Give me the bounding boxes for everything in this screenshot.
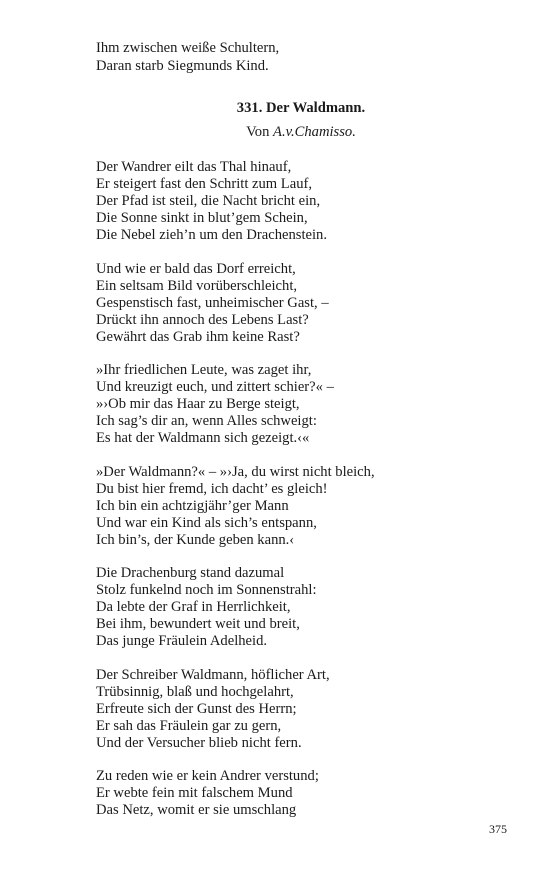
verse-line: Er webte fein mit falschem Mund bbox=[96, 785, 293, 801]
byline-prefix: Von bbox=[246, 124, 270, 140]
verse-line: Die Drachenburg stand dazumal bbox=[96, 565, 285, 581]
verse-line: Der Pfad ist steil, die Nacht bricht ein, bbox=[96, 193, 321, 209]
verse-line: »›Ob mir das Haar zu Berge steigt, bbox=[96, 396, 300, 412]
verse-line: Und war ein Kind als sich’s entspann, bbox=[96, 515, 317, 531]
verse-line: Drückt ihn annoch des Lebens Last? bbox=[96, 312, 309, 328]
verse-line: Der Wandrer eilt das Thal hinauf, bbox=[96, 159, 292, 175]
verse-line: Stolz funkelnd noch im Sonnenstrahl: bbox=[96, 582, 317, 598]
poem-author: A.v.Chamisso. bbox=[273, 124, 356, 140]
verse-line: Erfreute sich der Gunst des Herrn; bbox=[96, 701, 297, 717]
verse-line: Er sah das Fräulein gar zu gern, bbox=[96, 718, 282, 734]
poem-title: 331. Der Waldmann. bbox=[236, 100, 366, 116]
verse-line: Zu reden wie er kein Andrer verstund; bbox=[96, 768, 319, 784]
verse-line: Ich bin ein achtzigjähr’ger Mann bbox=[96, 498, 289, 514]
verse-line: Trübsinnig, blaß und hochgelahrt, bbox=[96, 684, 294, 700]
page-number: 375 bbox=[489, 822, 507, 836]
verse-line: Gespenstisch fast, unheimischer Gast, – bbox=[96, 295, 329, 311]
verse-line: Der Schreiber Waldmann, höflicher Art, bbox=[96, 667, 330, 683]
verse-line: Das Netz, womit er sie umschlang bbox=[96, 802, 297, 818]
verse-line: Da lebte der Graf in Herrlichkeit, bbox=[96, 599, 291, 615]
verse-line: Die Nebel zieh’n um den Drachenstein. bbox=[96, 227, 327, 243]
poem-byline bbox=[26, 124, 550, 141]
verse-line: Und der Versucher blieb nicht fern. bbox=[96, 735, 302, 751]
verse-line: »Ihr friedlichen Leute, was zaget ihr, bbox=[96, 362, 312, 378]
verse-line: Die Sonne sinkt in blut’gem Schein, bbox=[96, 210, 308, 226]
verse-line: Ich sag’s dir an, wenn Alles schweigt: bbox=[96, 413, 317, 429]
verse-line: Und kreuzigt euch, und zittert schier?« – bbox=[96, 379, 334, 395]
verse-line: Es hat der Waldmann sich gezeigt.‹« bbox=[96, 430, 310, 446]
verse-line: Bei ihm, bewundert weit und breit, bbox=[96, 616, 300, 632]
verse-line: Gewährt das Grab ihm keine Rast? bbox=[96, 329, 300, 345]
verse-line: Er steigert fast den Schritt zum Lauf, bbox=[96, 176, 312, 192]
verse-line: Das junge Fräulein Adelheid. bbox=[96, 633, 268, 649]
verse-line: Du bist hier fremd, ich dacht’ es gleich! bbox=[96, 481, 328, 497]
verse-line: Und wie er bald das Dorf erreicht, bbox=[96, 261, 296, 277]
verse-line: Ein seltsam Bild vorüberschleicht, bbox=[96, 278, 298, 294]
verse-line: Ich bin’s, der Kunde geben kann.‹ bbox=[96, 532, 295, 548]
intro-line: Daran starb Siegmunds Kind. bbox=[96, 58, 269, 74]
intro-line: Ihm zwischen weiße Schultern, bbox=[96, 40, 280, 56]
verse-line: »Der Waldmann?« – »›Ja, du wirst nicht bleich, bbox=[96, 464, 375, 480]
